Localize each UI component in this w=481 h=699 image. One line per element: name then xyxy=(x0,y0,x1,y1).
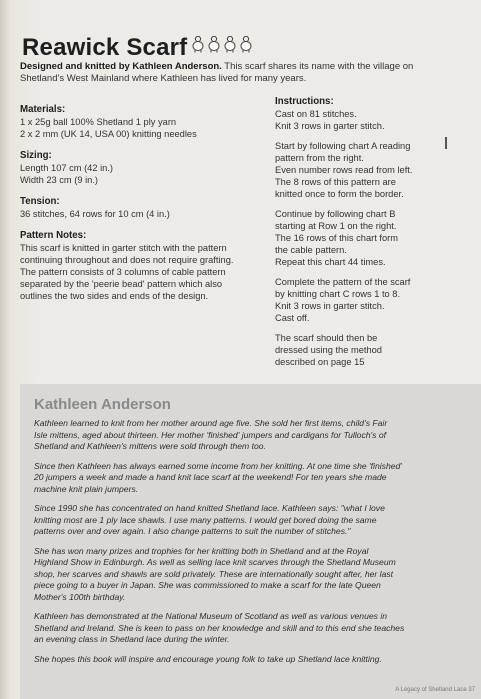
instruction-line: The 8 rows of this pattern are xyxy=(275,177,396,187)
bio-line: an evening class in Shetland lace during the winter. xyxy=(34,634,230,644)
sheep-icon xyxy=(191,36,205,53)
instruction-step xyxy=(275,108,455,132)
bio-line: Since then Kathleen has always earned some income from her knitting. At one time she 'finished' xyxy=(34,460,402,471)
bio-line: knitting most are 1 ply lace shawls. I use many patterns. I would get bored doing the same xyxy=(34,514,377,525)
tension-section xyxy=(20,196,275,220)
bio-line: piece going to a buyer in Japan. She was commissioned to make a scarf for the late Queen xyxy=(34,580,381,590)
instruction-line: Knit 3 rows in garter stitch. xyxy=(275,121,385,131)
instruction-step xyxy=(275,332,455,368)
bio-line: Shetland and Kathleen's mittens were sold through them too. xyxy=(34,441,266,451)
instruction-line: The scarf should then be xyxy=(275,333,378,343)
instruction-line: Even number rows read from left. xyxy=(275,165,413,175)
pen-mark xyxy=(445,137,447,149)
bio-title: Kathleen Anderson xyxy=(34,396,171,413)
sizing-line: Width 23 cm (9 in.) xyxy=(20,175,99,185)
bio-line: patterns over and over again. I also change patterns to suit the number of stitches." xyxy=(34,526,351,536)
bio-line: She hopes this book will inspire and encourage young folk to take up Shetland lace knitting. xyxy=(34,653,382,664)
instruction-line: Continue by following chart B xyxy=(275,209,396,219)
instruction-line: The 16 rows of this chart form xyxy=(275,233,398,243)
materials-line: 1 x 25g ball 100% Shetland 1 ply yarn xyxy=(20,117,177,127)
instructions-column xyxy=(275,96,455,376)
bio-paragraph xyxy=(34,503,481,538)
bio-line: Since 1990 she has concentrated on hand knitted Shetland lace. Kathleen says: "what I love xyxy=(34,503,385,513)
pattern-notes-line: separated by the 'peerie bead' pattern which also xyxy=(20,279,223,289)
sizing-line: Length 107 cm (42 in.) xyxy=(20,163,114,173)
bio-line: She has won many prizes and trophies for her knitting both in Shetland and at the Royal xyxy=(34,545,369,556)
sheep-icon xyxy=(207,36,221,53)
intro-text: Shetland's West Mainland where Kathleen has lived for many years. xyxy=(20,73,307,84)
sheep-icon xyxy=(239,36,253,53)
section-heading: Instructions: xyxy=(275,96,334,107)
pattern-notes-line: This scarf is knitted in garter stitch with the pattern xyxy=(20,243,227,253)
instruction-line: Cast off. xyxy=(275,313,310,323)
instruction-line: Repeat this chart 44 times. xyxy=(275,257,386,267)
bio-line: 20 jumpers a week and made a hand knit lace scarf at the weekend! For ten years she made xyxy=(34,472,387,482)
instruction-line: Complete the pattern of the scarf xyxy=(275,277,411,287)
section-heading: Pattern Notes: xyxy=(20,230,87,241)
intro-text: This scarf shares its name with the village on xyxy=(221,61,414,72)
instruction-step xyxy=(275,276,455,324)
instruction-line: Knit 3 rows in garter stitch. xyxy=(275,301,385,311)
pattern-notes-line: The pattern consists of 3 columns of cable pattern xyxy=(20,267,226,277)
instruction-line: starting at Row 1 on the right. xyxy=(275,221,397,231)
instruction-line: described on page 15 xyxy=(275,357,365,367)
section-heading: Materials: xyxy=(20,104,66,115)
designer-bio-panel xyxy=(20,384,481,699)
sizing-section xyxy=(20,150,275,186)
section-heading: Tension: xyxy=(20,196,60,207)
intro-paragraph xyxy=(20,61,450,85)
instruction-line: Start by following chart A reading xyxy=(275,141,411,151)
bio-line: shop, her scarves and shawls are sold privately. These are internationally sought after, her last xyxy=(34,568,394,579)
instruction-line: dressed using the method xyxy=(275,345,382,355)
designer-credit: Designed and knitted by Kathleen Anderson. xyxy=(20,61,222,72)
bio-text xyxy=(34,418,481,673)
instruction-line: by knitting chart C rows 1 to 8. xyxy=(275,289,401,299)
difficulty-rating xyxy=(191,36,253,53)
bio-line: Shetland and Ireland. She is keen to pass on her knowledge and skill and to this end she teaches xyxy=(34,622,405,633)
bio-line: Kathleen has demonstrated at the National Museum of Scotland as well as various venues in xyxy=(34,611,388,621)
pattern-notes-line: continuing throughout and does not require grafting. xyxy=(20,255,234,265)
instruction-step xyxy=(275,140,455,200)
bio-paragraph xyxy=(34,546,481,604)
bio-line: Mother's 100th birthday. xyxy=(34,591,126,602)
page-footer: A Legacy of Shetland Lace 37 xyxy=(395,687,475,693)
bio-line: machine knit plain jumpers. xyxy=(34,483,139,494)
bio-line: Highland Show in Edinburgh. As well as selling lace knit scarves through the Shetland Museum xyxy=(34,557,396,567)
instruction-line: the cable pattern. xyxy=(275,245,347,255)
instruction-line: knitted once to form the border. xyxy=(275,189,404,199)
instruction-step xyxy=(275,208,455,268)
materials-line: 2 x 2 mm (UK 14, USA 00) knitting needles xyxy=(20,129,197,139)
pattern-title: Reawick Scarf xyxy=(22,34,188,61)
instruction-line: pattern from the right. xyxy=(275,153,364,163)
pattern-notes-section xyxy=(20,230,275,302)
bio-line: Kathleen learned to knit from her mother around age five. She sold her first items, child's Fair xyxy=(34,418,388,428)
bio-paragraph xyxy=(34,611,481,646)
pattern-notes-line: outlines the two sides and ends of the design. xyxy=(20,291,209,301)
bio-paragraph xyxy=(34,418,481,453)
sheep-icon xyxy=(223,36,237,53)
materials-section xyxy=(20,104,275,140)
bio-paragraph xyxy=(34,461,481,496)
pattern-details-column xyxy=(20,104,275,312)
instruction-line: Cast on 81 stitches. xyxy=(275,109,357,119)
bio-line: Isle mittens, aged about thirteen. Her mother 'finished' jumpers and cardigans for Tulloch's of xyxy=(34,429,387,440)
tension-line: 36 stitches, 64 rows for 10 cm (4 in.) xyxy=(20,209,170,219)
section-heading: Sizing: xyxy=(20,150,52,161)
bio-paragraph xyxy=(34,654,481,666)
